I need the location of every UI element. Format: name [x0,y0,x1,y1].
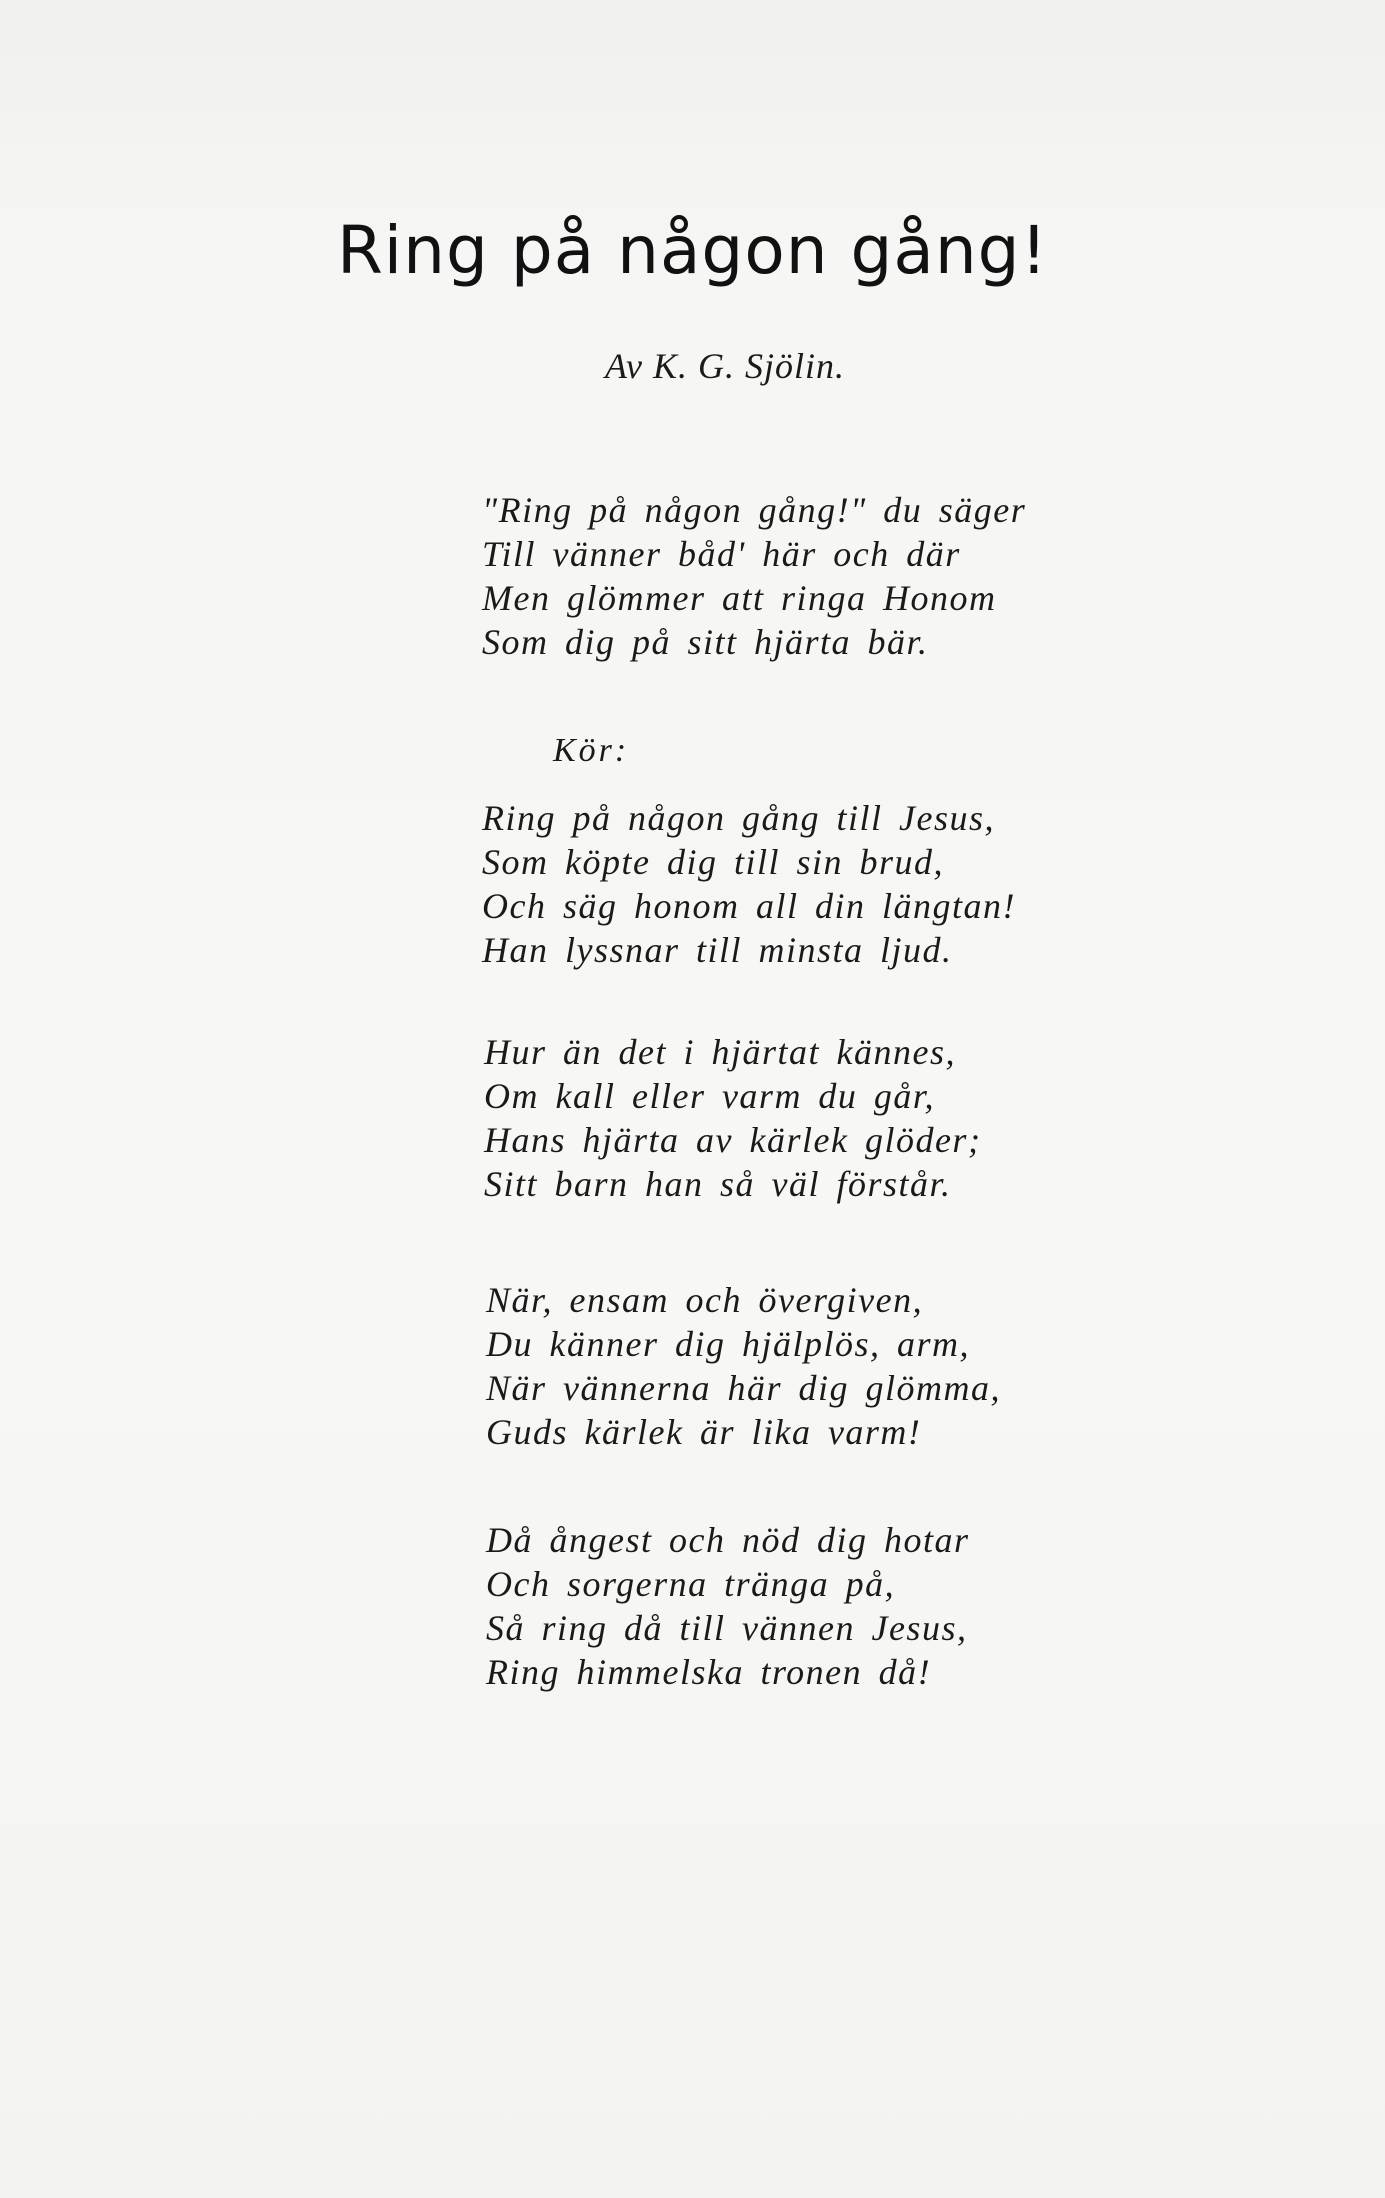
chorus-line: Och säg honom all din längtan! [482,886,1016,926]
stanza-line: "Ring på någon gång!" du säger [482,490,1027,530]
stanza-line: Du känner dig hjälplös, arm, [486,1324,970,1364]
chorus-line: Ring på någon gång till Jesus, [482,798,995,838]
stanza-line: Som dig på sitt hjärta bär. [482,622,929,662]
chorus-line: Som köpte dig till sin brud, [482,842,944,882]
stanza-line: Men glömmer att ringa Honom [482,578,997,618]
author-byline: Av K. G. Sjölin. [605,346,845,386]
stanza-line: Hans hjärta av kärlek glöder; [484,1120,982,1160]
chorus-stanza [482,796,1016,972]
stanza-line: Hur än det i hjärtat kännes, [484,1032,956,1072]
stanza-line: Då ångest och nöd dig hotar [486,1520,970,1560]
stanza-3 [486,1278,1001,1454]
stanza-line: Så ring då till vännen Jesus, [486,1608,968,1648]
stanza-line: Ring himmelska tronen då! [486,1652,932,1692]
stanza-line: Och sorgerna tränga på, [486,1564,896,1604]
stanza-4 [486,1518,969,1694]
stanza-1 [482,488,1026,664]
stanza-line: När vännerna här dig glömma, [486,1368,1001,1408]
chorus-line: Han lyssnar till minsta ljud. [482,930,953,970]
stanza-line: Guds kärlek är lika varm! [486,1412,922,1452]
stanza-line: Sitt barn han så väl förstår. [484,1164,952,1204]
stanza-line: Till vänner båd' här och där [482,534,961,574]
stanza-line: När, ensam och övergiven, [486,1280,924,1320]
page-title: Ring på någon gång! [336,212,1049,289]
chorus-label: Kör: [553,732,630,769]
stanza-2 [484,1030,981,1206]
stanza-line: Om kall eller varm du går, [484,1076,935,1116]
